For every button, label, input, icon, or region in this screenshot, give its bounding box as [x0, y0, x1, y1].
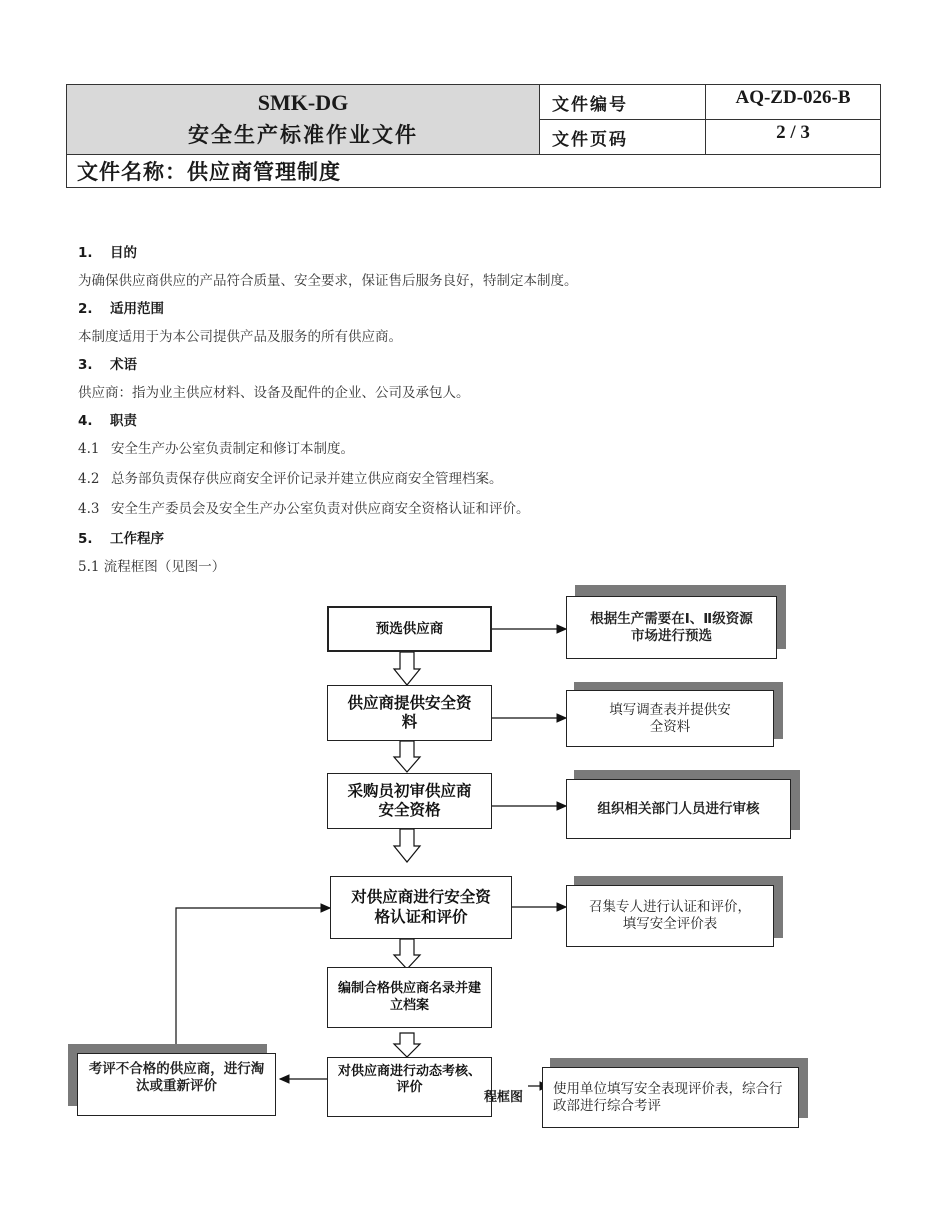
- document-type: 安全生产标准作业文件: [188, 122, 418, 147]
- down-arrow-4: [394, 939, 420, 969]
- section-3-heading: 3. 术语: [78, 357, 137, 373]
- flow-step-1: 预选供应商: [327, 606, 492, 652]
- flow-step-5: 编制合格供应商名录并建立档案: [327, 967, 492, 1028]
- flow-note-5: 使用单位填写安全表现评价表，综合行政部进行综合考评: [542, 1067, 799, 1128]
- section-4-item-3: 4.3 安全生产委员会及安全生产办公室负责对供应商安全资格认证和评价。: [78, 501, 530, 517]
- flow-note-1: 根据生产需要在Ⅰ、Ⅱ级资源市场进行预选: [566, 596, 777, 659]
- page-value: 2 / 3: [706, 120, 881, 155]
- file-name: 文件名称：供应商管理制度: [67, 155, 881, 188]
- section-5-sub: 5.1 流程框图（见图一）: [78, 559, 226, 575]
- down-arrow-3: [394, 829, 420, 862]
- section-4-item-2: 4.2 总务部负责保存供应商安全评价记录并建立供应商安全管理档案。: [78, 471, 503, 487]
- flow-note-3: 组织相关部门人员进行审核: [566, 779, 791, 839]
- down-arrow-1: [394, 652, 420, 685]
- doc-number-label: 文件编号: [540, 85, 706, 120]
- section-1-heading: 1. 目的: [78, 245, 137, 261]
- flow-note-2: 填写调查表并提供安全资料: [566, 690, 774, 747]
- page-label: 文件页码: [540, 120, 706, 155]
- section-4-heading: 4. 职责: [78, 413, 137, 429]
- flow-step-4: 对供应商进行安全资格认证和评价: [330, 876, 512, 939]
- flow-step-6: 对供应商进行动态考核、评价: [327, 1057, 492, 1117]
- doc-number-value: AQ-ZD-026-B: [706, 85, 881, 120]
- section-1-text: 为确保供应商供应的产品符合质量、安全要求，保证售后服务良好，特制定本制度。: [78, 273, 578, 289]
- arrow-reject-loop: [176, 908, 330, 1044]
- flow-step-2: 供应商提供安全资料: [327, 685, 492, 741]
- flow-note-4: 召集专人进行认证和评价，填写安全评价表: [566, 885, 774, 947]
- section-2-heading: 2. 适用范围: [78, 301, 164, 317]
- down-arrow-5: [394, 1033, 420, 1057]
- flowchart-caption-fragment: 程框图: [484, 1090, 524, 1105]
- section-4-item-1: 4.1 安全生产办公室负责制定和修订本制度。: [78, 441, 354, 457]
- section-5-heading: 5. 工作程序: [78, 531, 164, 547]
- section-3-text: 供应商：指为业主供应材料、设备及配件的企业、公司及承包人。: [78, 385, 470, 401]
- flow-reject-box: 考评不合格的供应商，进行淘汰或重新评价: [77, 1053, 276, 1116]
- section-2-text: 本制度适用于为本公司提供产品及服务的所有供应商。: [78, 329, 402, 345]
- flow-step-3: 采购员初审供应商安全资格: [327, 773, 492, 829]
- company-name: SMK-DG: [257, 89, 349, 115]
- down-arrow-2: [394, 741, 420, 772]
